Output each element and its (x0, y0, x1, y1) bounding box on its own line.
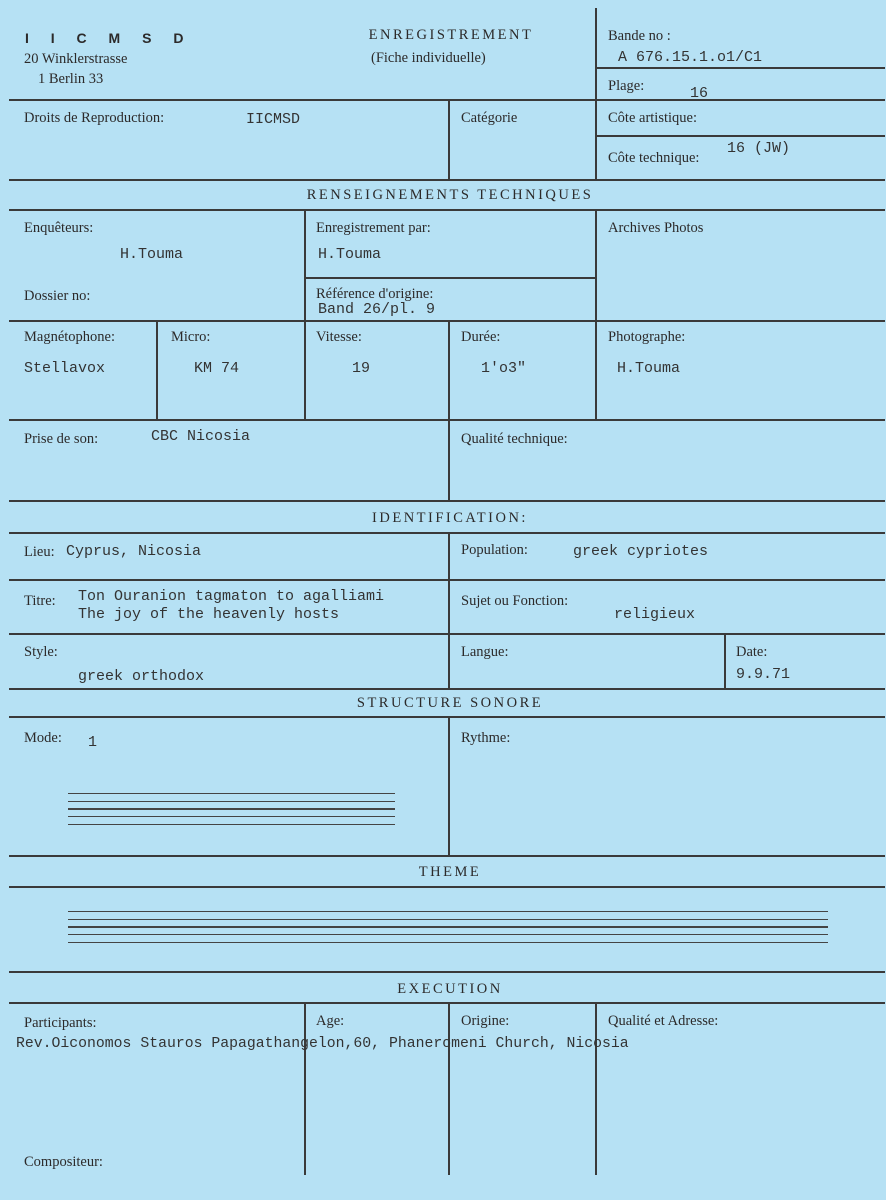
plage-value: 16 (690, 85, 709, 102)
cote-technique-value: 16 (JW) (727, 140, 791, 157)
population-value: greek cypriotes (573, 543, 709, 560)
lieu-label: Lieu: (24, 544, 55, 560)
droits-label: Droits de Reproduction: (24, 110, 165, 126)
photographe-label: Photographe: (608, 329, 686, 345)
droits-value: IICMSD (246, 111, 301, 128)
mode-staff (68, 793, 395, 831)
style-label: Style: (24, 644, 58, 660)
rule (9, 855, 885, 857)
rule (9, 688, 885, 690)
micro-label: Micro: (171, 329, 211, 345)
vitesse-value: 19 (352, 360, 371, 377)
titre-line2: The joy of the heavenly hosts (78, 606, 340, 623)
rule (304, 277, 596, 279)
enreg-par-label: Enregistrement par: (316, 220, 431, 236)
langue-label: Langue: (461, 644, 509, 660)
rythme-label: Rythme: (461, 730, 511, 746)
rule (9, 179, 885, 181)
prise-value: CBC Nicosia (151, 428, 251, 445)
magneto-value: Stellavox (24, 360, 106, 377)
titre-line1: Ton Ouranion tagmaton to agalliami (78, 588, 385, 605)
population-label: Population: (461, 542, 528, 558)
duree-label: Durée: (461, 329, 501, 345)
origine-label: Origine: (461, 1013, 510, 1029)
dossier-label: Dossier no: (24, 288, 91, 304)
enqueteurs-label: Enquêteurs: (24, 220, 94, 236)
rule (156, 321, 158, 420)
qualite-tech-label: Qualité technique: (461, 431, 568, 447)
date-label: Date: (736, 644, 768, 660)
rule (448, 717, 450, 856)
rule (448, 420, 450, 501)
rule (9, 579, 885, 581)
reference-label: Référence d'origine: (316, 286, 434, 302)
rule (9, 716, 885, 718)
plage-label: Plage: (608, 78, 645, 94)
style-value: greek orthodox (78, 668, 205, 685)
section-theme: THEME (418, 864, 482, 880)
rule (9, 633, 885, 635)
section-ident: IDENTIFICATION: (372, 510, 528, 526)
date-value: 9.9.71 (736, 666, 791, 683)
bande-label: Bande no : (608, 28, 671, 44)
rule (9, 99, 885, 101)
rule (9, 419, 885, 421)
org-city: 1 Berlin 33 (38, 71, 104, 87)
compositeur-label: Compositeur: (24, 1154, 103, 1170)
org-logo: I I C M S D (25, 30, 193, 46)
sujet-label: Sujet ou Fonction: (461, 593, 569, 609)
micro-value: KM 74 (194, 360, 240, 377)
rule (304, 210, 306, 420)
rule (724, 634, 726, 689)
rule (448, 1003, 450, 1175)
rule (9, 971, 885, 973)
prise-label: Prise de son: (24, 431, 99, 447)
cote-artistique-label: Côte artistique: (608, 110, 697, 126)
age-label: Age: (316, 1013, 345, 1029)
archives-label: Archives Photos (608, 220, 704, 236)
photographe-value: H.Touma (617, 360, 681, 377)
vitesse-label: Vitesse: (316, 329, 362, 345)
page-title: ENREGISTREMENT (368, 27, 534, 43)
page-subtitle: (Fiche individuelle) (371, 50, 486, 66)
titre-label: Titre: (24, 593, 56, 609)
lieu-value: Cyprus, Nicosia (66, 543, 202, 560)
rule (9, 532, 885, 534)
rule (9, 320, 885, 322)
rule (9, 500, 885, 502)
rule (595, 8, 597, 180)
rule (595, 210, 597, 420)
bande-value: A 676.15.1.o1/C1 (618, 49, 763, 66)
cote-technique-label: Côte technique: (608, 150, 700, 166)
reference-value: Band 26/pl. 9 (318, 301, 436, 318)
enreg-par-value: H.Touma (318, 246, 382, 263)
rule (9, 209, 885, 211)
rule (595, 135, 885, 137)
sujet-value: religieux (614, 606, 696, 623)
magneto-label: Magnétophone: (24, 329, 116, 345)
rule (304, 1003, 306, 1175)
mode-label: Mode: (24, 730, 62, 746)
duree-value: 1'o3" (481, 360, 527, 377)
rule (9, 1002, 885, 1004)
rule (595, 1003, 597, 1175)
theme-staff (68, 911, 828, 949)
rule (448, 100, 450, 180)
qualite-adresse-label: Qualité et Adresse: (608, 1013, 719, 1029)
enqueteurs-value: H.Touma (120, 246, 184, 263)
categorie-label: Catégorie (461, 110, 518, 126)
org-street: 20 Winklerstrasse (24, 51, 128, 67)
rule (448, 533, 450, 689)
section-execution: EXECUTION (397, 981, 503, 997)
rule (9, 886, 885, 888)
participants-label: Participants: (24, 1015, 97, 1031)
rule (448, 321, 450, 420)
section-structure: STRUCTURE SONORE (356, 695, 544, 711)
participants-value: Rev.Oiconomos Stauros Papagathangelon,60, Phaneromeni Church, Nicosia (16, 1036, 629, 1052)
mode-value: 1 (88, 734, 98, 751)
rule (595, 67, 885, 69)
section-tech: RENSEIGNEMENTS TECHNIQUES (306, 187, 594, 203)
